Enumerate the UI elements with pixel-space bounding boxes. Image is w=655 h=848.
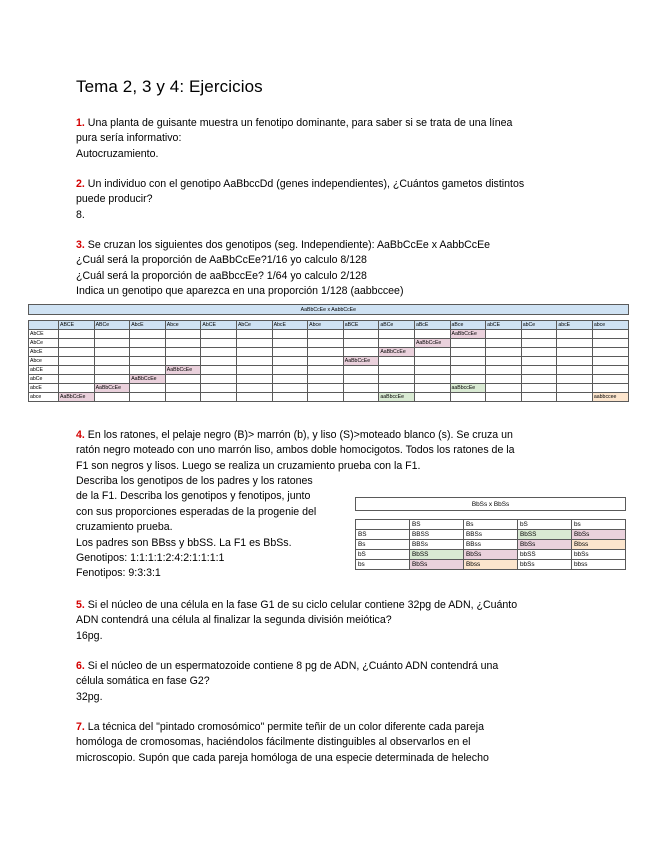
column-header: abCe [521,321,557,330]
question-text: microscopio. Supón que cada pareja homóloga de una especie determinada de helecho [76,751,489,764]
table-cell [236,393,272,402]
answer-text: Los padres son BBss y bbSS. La F1 es BbSs. [76,536,292,549]
row-header: AbCe [29,339,59,348]
table-cell [236,384,272,393]
table-cell [592,348,628,357]
table-cell [414,366,450,375]
question-text: Si el núcleo de un espermatozoide contiene 8 pg de ADN, ¿Cuánto ADN contendrá una [87,660,499,672]
question-text: con sus proporciones esperadas de la progenie del [76,505,317,518]
table-cell [236,330,272,339]
table-cell [201,393,237,402]
table-cell [414,393,450,402]
column-header: abCE [486,321,522,330]
table-cell [130,384,166,393]
table-cell [521,393,557,402]
column-header: abcE [557,321,593,330]
table-cell [521,348,557,357]
table-cell [557,339,593,348]
column-header: Abce [165,321,201,330]
table-cell [379,339,415,348]
table-cell [486,384,522,393]
table-cell [450,375,486,384]
question-text: Describa los genotipos de los padres y los ratones [76,475,313,487]
row-header: abce [29,393,59,402]
table-cell [201,348,237,357]
table-cell [94,339,130,348]
table-cell [165,348,201,357]
table-cell [521,366,557,375]
table-row [29,330,629,339]
table-cell [486,330,522,339]
table-cell [236,375,272,384]
table-cell [130,339,166,348]
table-cell: BbSs [518,540,572,550]
table-cell [379,384,415,393]
table-cell: bbSs [572,550,626,560]
table-cell [557,384,593,393]
question-text: ADN contendrá una célula al finalizar la segunda división meiótica? [76,614,392,627]
table-cell [130,393,166,402]
table-row [29,348,629,357]
question-number: 4. [76,429,85,441]
table-cell [201,330,237,339]
question-text: pura sería informativo: [76,132,182,145]
question-text: Un individuo con el genotipo AaBbccDd (genes independientes), ¿Cuántos gametos distintos [87,178,525,190]
table-cell [486,366,522,375]
punnett-square [355,497,626,570]
table-cell [236,366,272,375]
question-text: F1 son negros y lisos. Luego se realiza un cruzamiento prueba con la F1. [76,459,421,472]
table-cell [592,375,628,384]
answer-text: 16pg. [76,629,103,642]
question-number: 3. [76,239,85,251]
table-cell [521,339,557,348]
table-cell [59,339,95,348]
table-cell: AaBbCcEe [450,330,486,339]
table-cell [343,384,379,393]
table-row [356,560,626,570]
question-text: ¿Cuál será la proporción de AaBbCcEe?1/16 yo calculo 8/128 [76,254,367,267]
table-cell [592,384,628,393]
column-header: Abce [308,321,344,330]
table-cell [521,330,557,339]
table-cell: aabbccee [592,393,628,402]
table-cell [343,330,379,339]
column-header: ABCE [59,321,95,330]
table-cell [165,375,201,384]
table-cell [130,348,166,357]
table-caption: BbSs x BbSs [356,498,626,511]
table-header-row [29,321,629,330]
column-header: bs [572,520,626,530]
table-cell [557,357,593,366]
table-cell [450,339,486,348]
question-text: ¿Cuál será la proporción de aaBbccEe? 1/64 yo calculo 2/128 [76,269,367,282]
page-title: Tema 2, 3 y 4: Ejercicios [76,77,263,96]
question-number: 5. [76,599,85,611]
table-cell: AaBbCcEe [414,339,450,348]
table-cell: AaBbCcEe [165,366,201,375]
table-cell [486,393,522,402]
question-5 [76,598,596,644]
column-header: AbCe [236,321,272,330]
table-cell: AaBbCcEe [94,384,130,393]
table-cell [379,375,415,384]
table-cell: BBSs [464,530,518,540]
question-text: célula somática en fase G2? [76,675,210,688]
gamete-cross-table [28,304,629,402]
question-number: 7. [76,721,85,733]
table-cell [165,357,201,366]
table-cell [272,384,308,393]
table-cell: BbSs [410,560,464,570]
question-text: En los ratones, el pelaje negro (B)> marrón (b), y liso (S)>moteado blanco (s). Se cruza un [87,429,513,441]
table-header-row [356,520,626,530]
table-cell [165,339,201,348]
table-cell: aaBbccEe [379,393,415,402]
table-cell [308,348,344,357]
question-4 [76,428,596,474]
table-cell [59,384,95,393]
table-cell: bbSs [518,560,572,570]
row-header: abCe [29,375,59,384]
table-cell [343,375,379,384]
table-cell [130,330,166,339]
table-cell: Bbss [464,560,518,570]
table-cell [272,348,308,357]
question-7 [76,720,596,766]
row-header: Bs [356,540,410,550]
table-cell [521,357,557,366]
answer-text: 8. [76,208,85,221]
table-cell: BBSs [410,540,464,550]
table-row [29,393,629,402]
table-cell [94,357,130,366]
question-text: homóloga de cromosomas, haciéndolos fácilmente distinguibles al observarlos en el [76,736,471,749]
table-cell [592,330,628,339]
table-cell [308,366,344,375]
table-cell: Bbss [572,540,626,550]
table-cell [272,393,308,402]
question-text: puede producir? [76,193,153,206]
table-cell [59,375,95,384]
column-header: ABCe [94,321,130,330]
answer-text: Genotipos: 1:1:1:1:2:4:2:1:1:1:1 [76,552,225,565]
table-cell [272,357,308,366]
table-cell: BBss [464,540,518,550]
table-cell: BbSs [464,550,518,560]
table-cell [379,330,415,339]
table-cell [414,375,450,384]
table-cell [165,393,201,402]
table-cell [486,348,522,357]
question-text: Una planta de guisante muestra un fenotipo dominante, para saber si se trata de una línea [87,117,513,129]
table-cell [343,366,379,375]
table-cell [201,375,237,384]
table-cell [557,366,593,375]
row-header: abCE [29,366,59,375]
table-cell [450,357,486,366]
table-cell: AaBbCcEe [59,393,95,402]
table-cell [308,393,344,402]
table-cell [94,393,130,402]
table-cell [557,375,593,384]
column-header: AbCE [201,321,237,330]
question-text: cruzamiento prueba. [76,521,173,534]
table-cell [557,330,593,339]
table-row [356,540,626,550]
question-text: ratón negro moteado con uno marrón liso, ambos doble homocigotos. Todos los ratones de la [76,444,515,457]
table-cell [236,348,272,357]
column-header: abce [592,321,628,330]
table-cell [557,393,593,402]
row-header: abcE [29,384,59,393]
question-number: 1. [76,117,85,129]
table-cell [165,330,201,339]
table-cell: AaBbCcEe [130,375,166,384]
table-cell [59,330,95,339]
table-cell [450,366,486,375]
table-row [356,550,626,560]
table-cell [130,357,166,366]
table-cell [272,375,308,384]
table-cell [343,393,379,402]
table-cell [94,330,130,339]
column-header [356,520,410,530]
table-cell: AaBbCcEe [343,357,379,366]
question-6 [76,659,596,705]
table-cell [557,348,593,357]
column-header: aBce [450,321,486,330]
table-cell [414,348,450,357]
question-text: Indica un genotipo que aparezca en una proporción 1/128 (aabbccee) [76,285,404,298]
row-header: Abce [29,357,59,366]
question-number: 6. [76,660,85,672]
table-caption: AaBbCcEe x AabbCcEe [29,305,629,315]
row-header: bS [356,550,410,560]
table-cell [521,375,557,384]
table-row [29,357,629,366]
table-cell [201,384,237,393]
table-cell [165,384,201,393]
column-header: AbcE [130,321,166,330]
question-text: de la F1. Describa los genotipos y fenotipos, junto [76,490,311,503]
table-cell [414,384,450,393]
question-text: Si el núcleo de una célula en la fase G1 de su ciclo celular contiene 32pg de ADN, ¿Cuánto [87,599,518,611]
column-header [29,321,59,330]
column-header: AbcE [272,321,308,330]
table-cell [308,330,344,339]
table-row [29,375,629,384]
row-header: AbcE [29,348,59,357]
question-3 [76,238,596,300]
row-header: BS [356,530,410,540]
answer-text: Fenotipos: 9:3:3:1 [76,567,161,580]
table-cell [379,366,415,375]
table-cell: bbss [572,560,626,570]
table-cell: aaBbccEe [450,384,486,393]
question-1 [76,116,596,162]
table-cell [308,375,344,384]
table-cell: bbSS [518,550,572,560]
table-cell [521,384,557,393]
table-cell [272,366,308,375]
table-row [356,530,626,540]
row-header: AbCE [29,330,59,339]
table-cell [414,357,450,366]
question-4-details [76,474,351,582]
table-cell [59,357,95,366]
question-text: Se cruzan los siguientes dos genotipos (seg. Independiente): AaBbCcEe x AabbCcEe [87,239,491,251]
column-header: BS [410,520,464,530]
table-row [29,339,629,348]
table-cell [379,357,415,366]
table-cell [592,357,628,366]
table-cell [308,339,344,348]
table-cell [59,366,95,375]
table-cell [308,357,344,366]
table-cell [59,348,95,357]
column-header: aBcE [414,321,450,330]
table-cell [308,384,344,393]
column-header: Bs [464,520,518,530]
column-header: aBCe [379,321,415,330]
table-cell [592,366,628,375]
row-header: bs [356,560,410,570]
table-row [29,384,629,393]
table-cell [343,339,379,348]
table-cell: BbSs [572,530,626,540]
table-cell [130,366,166,375]
table-cell [450,393,486,402]
table-cell [201,339,237,348]
table-cell [236,357,272,366]
table-cell: AaBbCcEe [379,348,415,357]
table-cell [236,339,272,348]
column-header: bS [518,520,572,530]
column-header: aBCE [343,321,379,330]
table-cell [272,339,308,348]
question-number: 2. [76,178,85,190]
table-cell [94,348,130,357]
table-cell [201,357,237,366]
table-cell [201,366,237,375]
table-cell [414,330,450,339]
table-row [29,366,629,375]
answer-text: Autocruzamiento. [76,147,159,160]
table-cell [343,348,379,357]
table-cell [592,339,628,348]
question-2 [76,177,596,223]
question-text: La técnica del "pintado cromosómico" permite teñir de un color diferente cada pareja [87,721,484,733]
table-cell [94,375,130,384]
table-cell [486,339,522,348]
table-cell [450,348,486,357]
table-cell: BbSS [518,530,572,540]
table-cell: BBSS [410,530,464,540]
table-cell [272,330,308,339]
answer-text: 32pg. [76,690,103,703]
table-cell [486,375,522,384]
table-cell [486,357,522,366]
table-cell [94,366,130,375]
table-cell: BbSS [410,550,464,560]
